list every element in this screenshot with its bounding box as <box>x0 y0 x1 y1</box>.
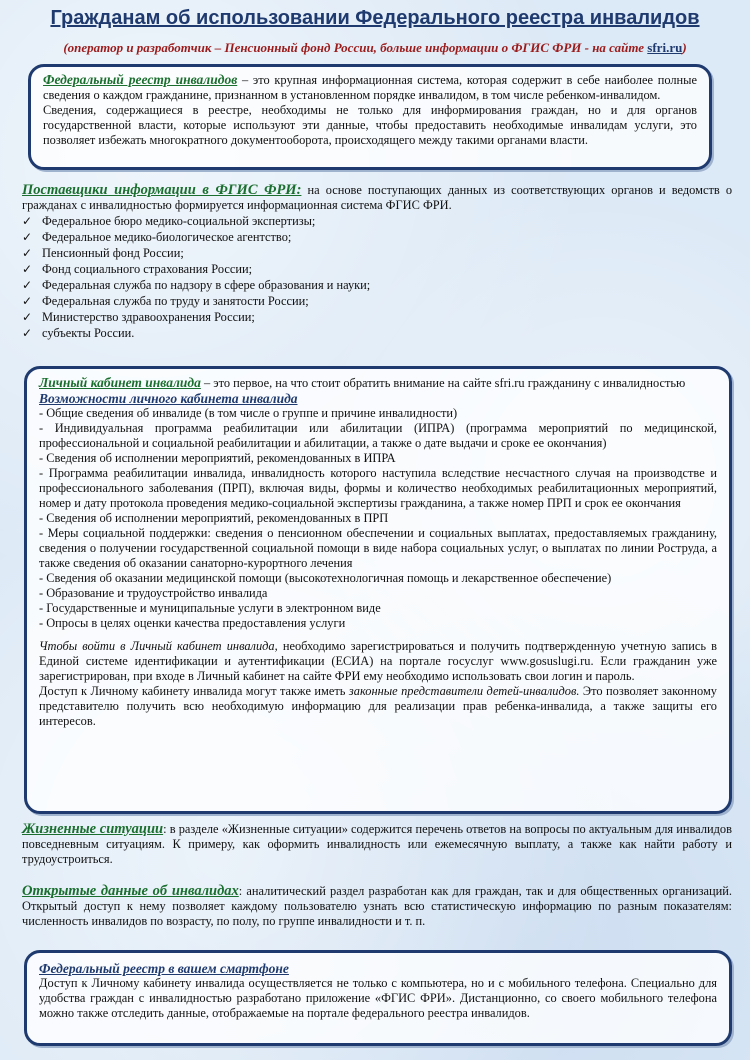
supplier-item-label: Федеральное медико-биологическое агентство; <box>42 230 292 244</box>
supplier-item-label: Федеральная служба по труду и занятости России; <box>42 294 309 308</box>
cabinet-box <box>24 366 732 814</box>
mobile-text: Доступ к Личному кабинету инвалида осуществляется не только с компьютера, но и с мобильного телефона. Специально для удобства граждан с инвалидностью разработано приложение «ФГИС ФРИ». Дистанционно, со своего мобильного телефона можно также отследить данные, отображаемые на портале федерального реестра инвалидов. <box>39 976 717 1020</box>
mobile-heading: Федеральный реестр в вашем смартфоне <box>39 961 289 976</box>
sfri-link[interactable]: sfri.ru <box>647 40 683 55</box>
supplier-item <box>22 261 732 277</box>
intro-paragraph-2: Сведения, содержащиеся в реестре, необходимы не только для информирования граждан, но и для органов государственной власти, которые используют эти данные, чтобы предоставить необходимые инвалидам услуги, это позволяет избежать многократного документооборота, происходящего между такими органами власти. <box>43 103 697 147</box>
checkmark-icon: ✓ <box>22 310 33 324</box>
intro-box <box>28 64 712 170</box>
cabinet-feature-item: - Сведения об оказании медицинской помощи (высокотехнологичная помощь и лекарственное обеспечение) <box>39 571 612 585</box>
cabinet-access-text2: Это позволяет законному представителю получить всю необходимую информацию для реализации прав ребенка-инвалида, а также защиты его интересов. <box>39 684 718 728</box>
open-data-text: : аналитический раздел разработан как для граждан, так и для общественных организаций. Открытый доступ к нему позволяет каждому пользователю узнать всю статистическую информацию по разным показателям: численность инвалидов по возрасту, по полу, по группе инвалидности и т. п. <box>22 884 733 928</box>
supplier-item-label: Пенсионный фонд России; <box>42 246 184 260</box>
cabinet-access-paragraph <box>39 684 717 729</box>
supplier-item-label: Федеральная служба по надзору в сфере образования и науки; <box>42 278 371 292</box>
supplier-item <box>22 309 732 325</box>
cabinet-feature-item: - Индивидуальная программа реабилитации или абилитации (ИПРА) (программа мероприятий по медицинской, профессиональной и социальной реабилитации и абилитации, а также о дате выдачи и сроке ее окончания) <box>39 421 717 450</box>
cabinet-feature-item: - Общие сведения об инвалиде (в том числе о группе и причине инвалидности) <box>39 406 458 420</box>
page-subtitle <box>0 40 750 56</box>
cabinet-feature-item: - Государственные и муниципальные услуги в электронном виде <box>39 601 381 615</box>
cabinet-feature-item: - Образование и трудоустройство инвалида <box>39 586 268 600</box>
supplier-item <box>22 325 732 341</box>
cabinet-heading: Личный кабинет инвалида <box>39 375 201 390</box>
life-heading: Жизненные ситуации <box>22 821 164 837</box>
cabinet-feature-item: - Сведения об исполнении мероприятий, рекомендованных в ПРП <box>39 511 389 525</box>
page-title: Гражданам об использовании Федерального реестра инвалидов <box>50 7 700 29</box>
life-text: : в разделе «Жизненные ситуации» содержится перечень ответов на вопросы по актуальным для инвалидов повседневным ситуациям. К примеру, как оформить инвалидность или ежемесячную выплату, а также как найти работу и трудоустроиться. <box>22 822 732 866</box>
supplier-item <box>22 277 732 293</box>
checkmark-icon: ✓ <box>22 278 33 292</box>
suppliers-text: на основе поступающих данных из соответствующих органов и ведомств о гражданах с инвалидностью формируется информационная система ФГИС ФРИ. <box>22 183 733 212</box>
mobile-box <box>24 950 732 1046</box>
intro-text1: – это крупная информационная система, которая содержит в себе наиболее полные сведения о каждом гражданине, признанном в установленном порядке инвалидом, в том числе ребенком-инвалидом. <box>43 73 697 102</box>
supplier-item <box>22 293 732 309</box>
cabinet-access-text1: Доступ к Личному кабинету инвалида могут также иметь <box>39 684 349 698</box>
supplier-item-label: Федеральное бюро медико-социальной экспертизы; <box>42 214 316 228</box>
subtitle-text: (оператор и разработчик – Пенсионный фонд России, больше информации о ФГИС ФРИ - на сайте <box>63 40 645 55</box>
checkmark-icon: ✓ <box>22 294 33 308</box>
checkmark-icon: ✓ <box>22 246 33 260</box>
supplier-item-label: Министерство здравоохранения России; <box>42 310 255 324</box>
subtitle-close: ) <box>682 40 687 55</box>
life-paragraph <box>22 822 732 867</box>
checkmark-icon: ✓ <box>22 262 33 276</box>
cabinet-feature-item: - Программа реабилитации инвалида, инвалидность которого наступила вследствие несчастного случая на производстве и профессионального заболевания (ПРП), включая виды, формы и количество необходимых реабилитационных мероприятий, номер и дату протокола проведения медико-социальной экспертизы гражданина, а также номер ПРП и срок ее окончания <box>39 466 717 510</box>
suppliers-list <box>22 213 732 341</box>
open-data-section <box>22 884 732 929</box>
cabinet-features-heading: Возможности личного кабинета инвалида <box>39 391 298 406</box>
supplier-item <box>22 213 732 229</box>
life-section <box>22 822 732 867</box>
supplier-item <box>22 229 732 245</box>
open-data-paragraph <box>22 884 732 929</box>
open-data-heading: Открытые данные об инвалидах <box>22 883 239 899</box>
supplier-item-label: субъекты России. <box>42 326 135 340</box>
cabinet-login-italic: Чтобы войти в Личный кабинет инвалида, <box>39 639 278 653</box>
cabinet-feature-item: - Опросы в целях оценки качества предоставления услуги <box>39 616 346 630</box>
checkmark-icon: ✓ <box>22 326 33 340</box>
cabinet-feature-item: - Сведения об исполнении мероприятий, рекомендованных в ИПРА <box>39 451 396 465</box>
intro-paragraph <box>43 72 697 103</box>
cabinet-feature-item: - Меры социальной поддержки: сведения о пенсионном обеспечении и социальных выплатах, предоставляемых гражданину, сведения о получении государственной социальной помощи в виде набора социальных услуг, о выплатах по линии Роструда, а также сведения об оказании санаторно-курортного лечения <box>39 526 717 570</box>
cabinet-access-italic: законные представители детей-инвалидов. <box>348 684 580 698</box>
cabinet-features-list <box>39 406 717 631</box>
checkmark-icon: ✓ <box>22 214 33 228</box>
supplier-item-label: Фонд социального страхования России; <box>42 262 253 276</box>
cabinet-login-text: необходимо зарегистрироваться и получить подтвержденную учетную запись в Единой системе идентификации и аутентификации (ЕСИА) на портале госуслуг www.gosuslugi.ru. Если гражданин уже зарегистрирован, при входе в Личный кабинет на сайте ФРИ ему необходимо использовать свои логин и пароль. <box>39 639 717 683</box>
supplier-item <box>22 245 732 261</box>
checkmark-icon: ✓ <box>22 230 33 244</box>
intro-heading: Федеральный реестр инвалидов <box>43 72 238 87</box>
cabinet-text: – это первое, на что стоит обратить внимание на сайте sfri.ru гражданину с инвалидностью <box>200 376 686 390</box>
cabinet-intro <box>39 375 717 391</box>
cabinet-login-paragraph <box>39 639 717 684</box>
suppliers-intro <box>22 183 732 213</box>
suppliers-heading: Поставщики информации в ФГИС ФРИ: <box>22 182 302 198</box>
suppliers-section <box>22 183 732 341</box>
